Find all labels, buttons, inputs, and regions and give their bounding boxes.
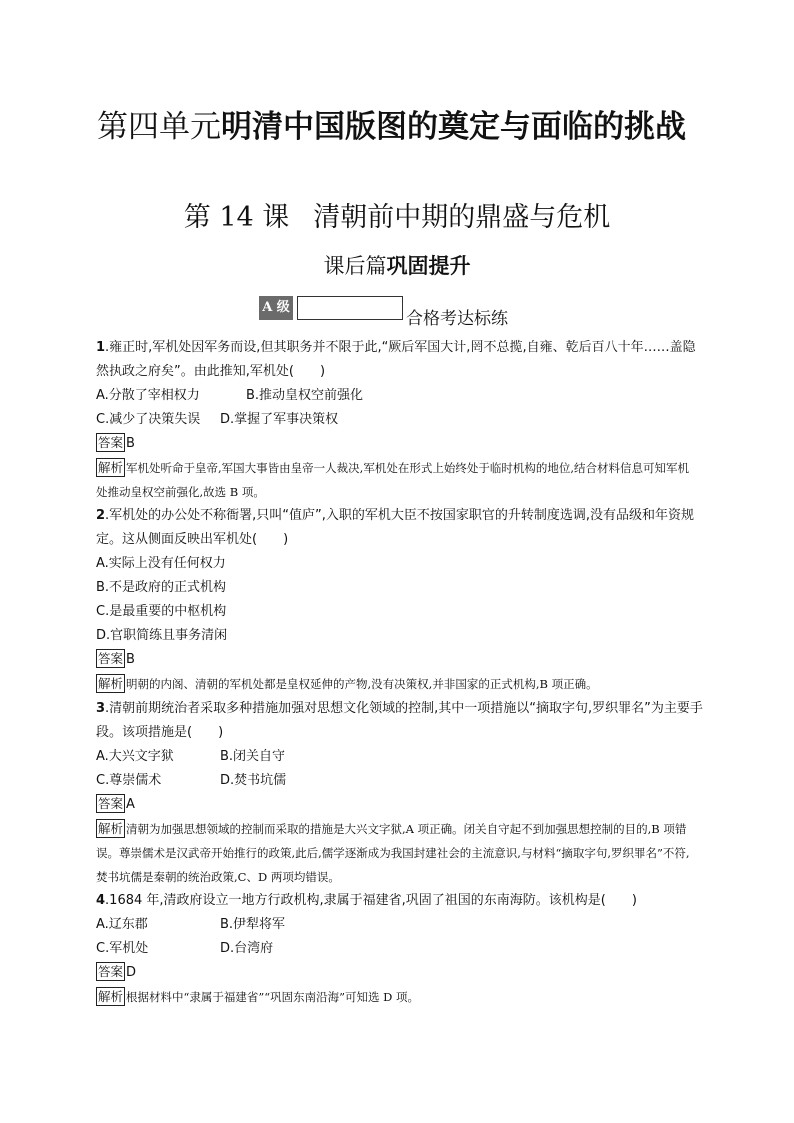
question-stem: .清朝前期统治者采取多种措施加强对思想文化领域的控制,其中一项措施以“摘取字句,罗织罪名”为主要手段。该项措施是( ) [96, 701, 703, 740]
options-row [96, 937, 273, 961]
question-number: 4 [96, 893, 106, 908]
option-c: C.是最重要的中枢机构 [96, 604, 227, 619]
answer-line [96, 793, 135, 817]
lesson-name: 清朝前中期的鼎盛与危机 [313, 202, 611, 233]
section-title-main: 巩固提升 [386, 254, 471, 278]
option-a: A.分散了宰相权力 [96, 388, 200, 403]
analysis-tag: 解析 [98, 460, 124, 475]
section-title [0, 251, 794, 281]
unit-title [97, 104, 697, 150]
options-row [96, 769, 286, 793]
answer-value: B [126, 436, 135, 451]
option-d: D.官职简练且事务清闲 [96, 628, 228, 643]
score-box [297, 296, 403, 320]
options-row [96, 745, 285, 769]
analysis-tag: 解析 [98, 676, 124, 691]
option-b: B.不是政府的正式机构 [96, 580, 227, 595]
question-number: 1 [96, 340, 106, 355]
option-b: B.伊犁将军 [220, 917, 286, 932]
option-b: B.推动皇权空前强化 [246, 388, 364, 403]
question-stem: .1684 年,清政府设立一地方行政机构,隶属于福建省,巩固了祖国的东南海防。该机构是( ) [105, 893, 637, 908]
answer-line [96, 648, 135, 672]
answer-tag: 答案 [98, 796, 124, 811]
question-1 [96, 336, 706, 384]
answer-value: B [126, 652, 135, 667]
analysis-tag: 解析 [98, 989, 124, 1004]
analysis-text: 军机处听命于皇帝,军国大事皆由皇帝一人裁决,军机处在形式上始终处于临时机构的地位,结合材料信息可知军机处推动皇权空前强化,故选 B 项。 [96, 461, 689, 499]
question-stem: .军机处的办公处不称衙署,只叫“值庐”,入职的军机大臣不按国家职官的升转制度选调,没有品级和年资规定。这从侧面反映出军机处( ) [96, 508, 695, 547]
analysis-block [96, 672, 696, 696]
unit-title-lead: 第四单元 [97, 109, 221, 145]
lesson-number: 第 14 课 [183, 202, 290, 233]
option-a: A.大兴文字狱 [96, 749, 174, 764]
answer-line [96, 432, 135, 456]
answer-tag: 答案 [98, 435, 124, 450]
option-b: B.闭关自守 [220, 749, 286, 764]
answer-value: A [126, 797, 135, 812]
analysis-text: 明朝的内阁、清朝的军机处都是皇权延伸的产物,没有决策权,并非国家的正式机构,B 项正确。 [126, 677, 598, 691]
level-label: 合格考达标练 [406, 309, 508, 329]
question-2 [96, 504, 706, 552]
answer-value: D [126, 965, 137, 980]
level-badge: A 级 [259, 296, 293, 320]
question-stem: .雍正时,军机处因军务而设,但其职务并不限于此,“厥后军国大计,罔不总揽,自雍、乾后百八十年……盖隐然执政之府矣”。由此推知,军机处( ) [96, 340, 696, 379]
option-d: D.掌握了军事决策权 [220, 412, 339, 427]
option-a: A.实际上没有任何权力 [96, 556, 226, 571]
options-row [96, 913, 285, 937]
section-title-lead: 课后篇 [323, 254, 387, 278]
option-d: D.焚书坑儒 [220, 773, 287, 788]
question-number: 2 [96, 508, 106, 523]
option-c: C.尊崇儒术 [96, 773, 162, 788]
analysis-tag: 解析 [98, 821, 124, 836]
question-4 [96, 889, 706, 913]
answer-tag: 答案 [98, 651, 124, 666]
analysis-text: 根据材料中“隶属于福建省”“巩固东南沿海”可知选 D 项。 [126, 990, 420, 1004]
option-a: A.辽东郡 [96, 917, 148, 932]
answer-tag: 答案 [98, 964, 124, 979]
analysis-block [96, 456, 696, 504]
analysis-text: 清朝为加强思想领域的控制而采取的措施是大兴文字狱,A 项正确。闭关自守起不到加强思想控制的目的,B 项错误。尊崇儒术是汉武帝开始推行的政策,此后,儒学逐渐成为我国封建社会的主流意识,与材料“摘取字句,罗织罪名”不符,焚书坑儒是秦朝的统治政策,C、D 两项均错误。 [96, 822, 690, 884]
lesson-title [0, 200, 794, 236]
analysis-block [96, 985, 696, 1009]
question-number: 3 [96, 701, 106, 716]
option-d: D.台湾府 [220, 941, 274, 956]
option-c: C.军机处 [96, 941, 149, 956]
question-3 [96, 697, 706, 745]
unit-title-main: 明清中国版图的奠定与面临的挑战 [221, 109, 686, 145]
options-row [96, 408, 338, 432]
options-row [96, 384, 363, 408]
option-c: C.减少了决策失误 [96, 412, 201, 427]
answer-line [96, 961, 136, 985]
analysis-block [96, 817, 696, 889]
